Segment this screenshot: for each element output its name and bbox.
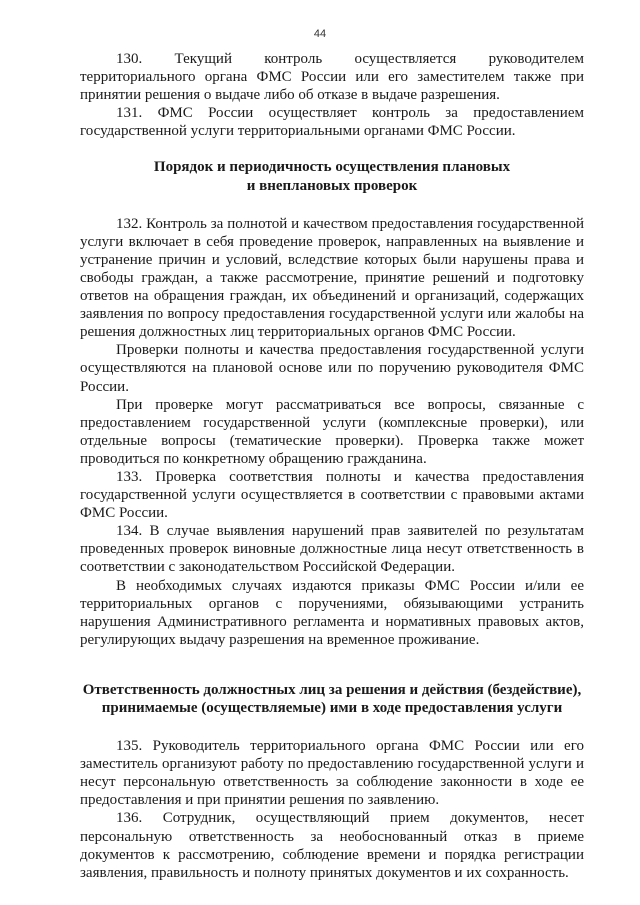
paragraph-136: 136. Сотрудник, осуществляющий прием документов, несет персональную ответственность за необоснованный отказ в приеме документов к рассмотрению, соблюдение времени и порядка регистрации заявления, правильность и полноту принятых документов и их сохранность. — [80, 810, 584, 881]
paragraph-132: 132. Контроль за полнотой и качеством предоставления государственной услуги включает в себя проведение проверок, направленных на выявление и устранение причин и условий, вследствие которых были нарушены права и свободы граждан, а также рассмотрение, принятие решений и подготовку ответов на обращения граждан, их объединений и организаций, содержащих заявления по вопросу предоставления государственной услуги или жалобы на решения должностных лиц территориальных органов ФМС России. — [80, 215, 584, 341]
paragraph-130: 130. Текущий контроль осуществляется руководителем территориального органа ФМС России или его заместителем также при принятии решения о выдаче либо об отказе в выдаче разрешения. — [80, 51, 584, 104]
section-heading-responsibility — [80, 681, 584, 717]
page-number: 44 — [313, 28, 327, 40]
heading-line: принимаемые (осуществляемые) ими в ходе предоставления услуги — [101, 700, 563, 716]
heading-line: Порядок и периодичность осуществления плановых — [153, 159, 511, 176]
paragraph-135: 135. Руководитель территориального органа ФМС России или его заместитель организуют работу по предоставлению государственной услуги и несут персональную ответственность за соблюдение законности в ходе ее предоставления и при принятии решения по заявлению. — [80, 738, 584, 809]
heading-line: и внеплановых проверок — [246, 177, 418, 194]
paragraph-133: 133. Проверка соответствия полноты и качества предоставления государственной услуги осуществляется в соответствии с правовыми актами ФМС России. — [80, 468, 584, 522]
section-heading-inspections — [80, 158, 584, 194]
paragraph-131: 131. ФМС России осуществляет контроль за предоставлением государственной услуги территориальными органами ФМС России. — [80, 105, 584, 140]
paragraph-inspection-scope: При проверке могут рассматриваться все вопросы, связанные с предоставлением государственной услуги (комплексные проверки), или отдельные вопросы (тематические проверки). Проверка также может проводиться по конкретному обращению гражданина. — [80, 396, 584, 467]
heading-line: Ответственность должностных лиц за решения и действия (бездействие), — [82, 681, 582, 698]
paragraph-134: 134. В случае выявления нарушений прав заявителей по результатам проведенных проверок виновные должностные лица несут ответственность в соответствии с законодательством Российской Федерации. — [80, 523, 584, 576]
document-body — [80, 50, 584, 882]
paragraph-inspections-basis: Проверки полноты и качества предоставления государственной услуги осуществляются на плановой основе или по поручению руководителя ФМС России. — [80, 342, 584, 395]
paragraph-orders: В необходимых случаях издаются приказы ФМС России и/или ее территориальных органов с поручениями, обязывающими устранить нарушения Административного регламента и нормативных правовых актов, регулирующих выдачу разрешения на временное проживание. — [80, 577, 584, 648]
